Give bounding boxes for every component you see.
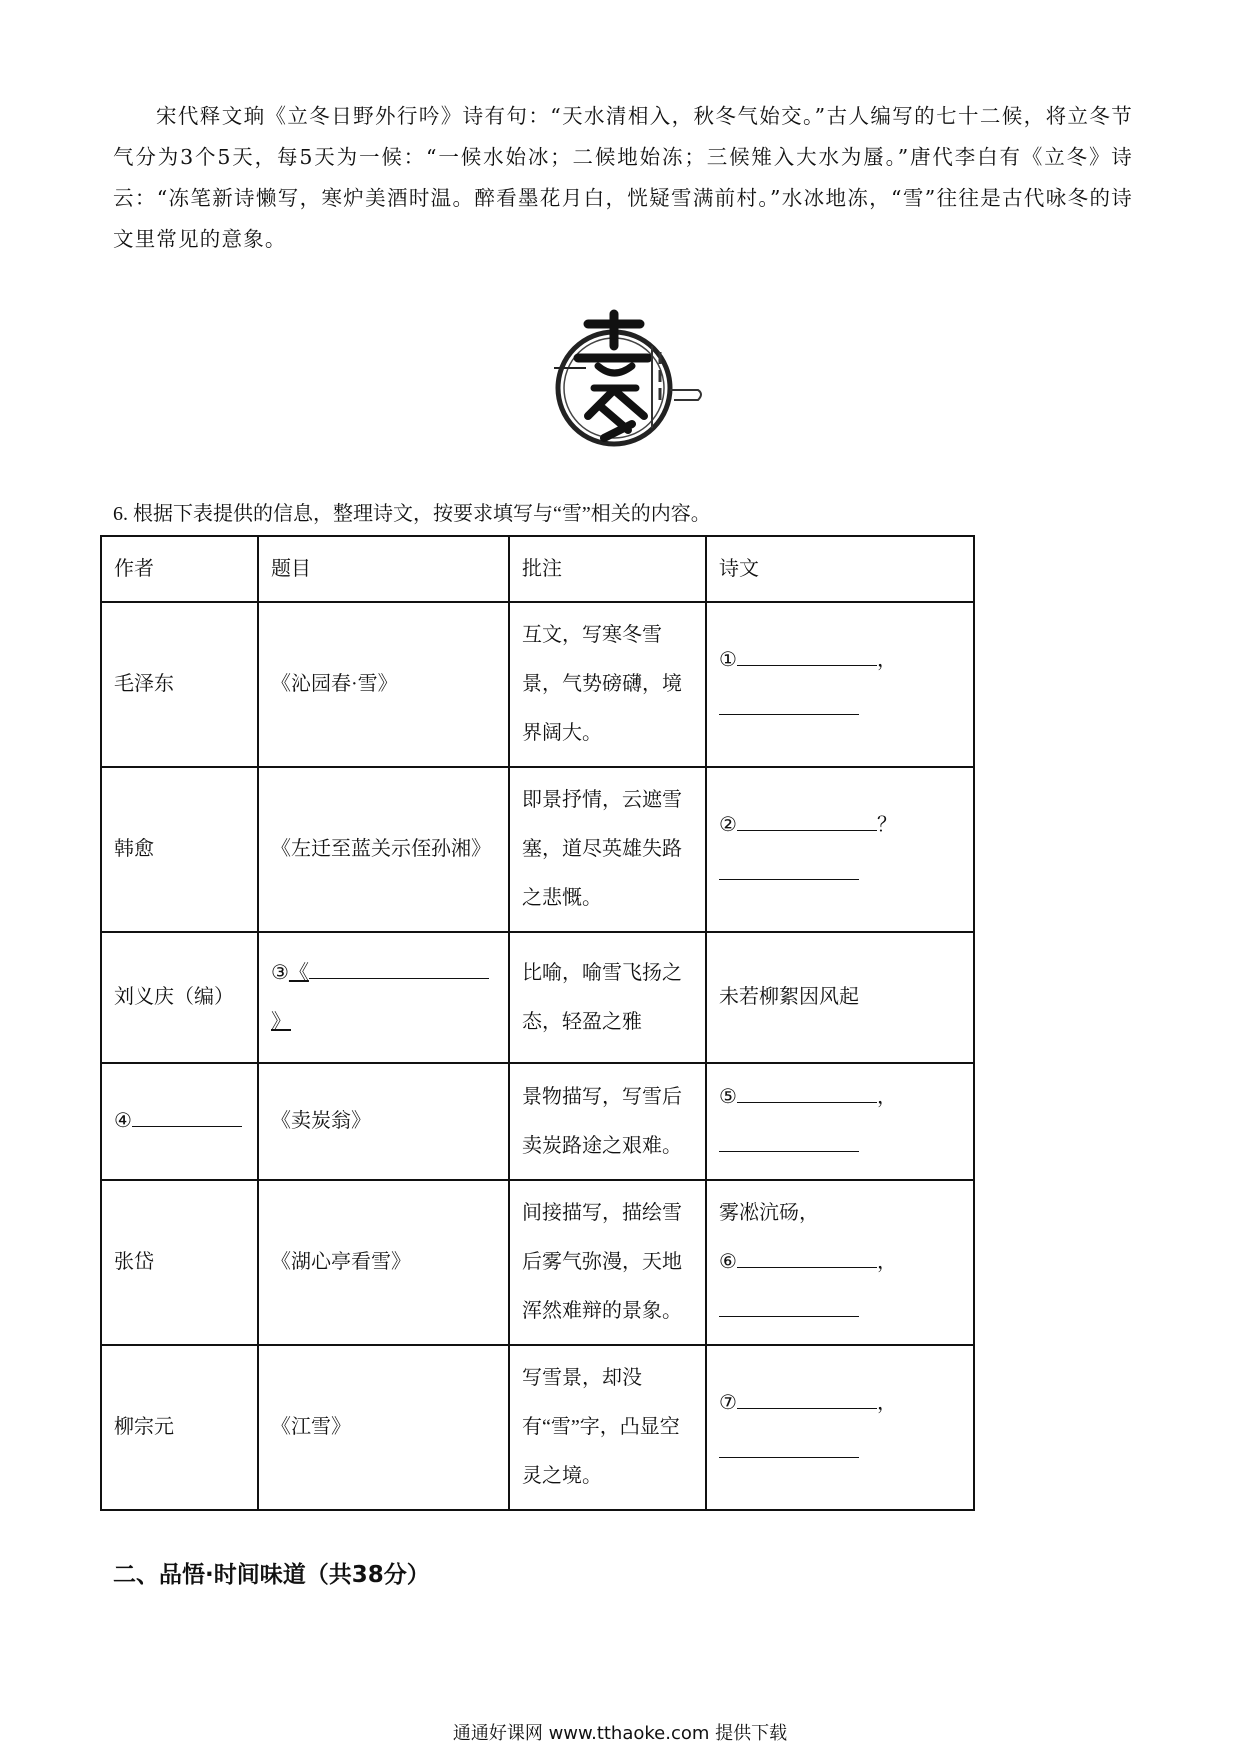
poem-prefix: 雾凇沆砀， xyxy=(719,1202,819,1224)
answer-blank-1b[interactable] xyxy=(719,692,859,715)
title-close-bracket: 》 xyxy=(271,1010,291,1033)
cell-poem xyxy=(706,767,974,932)
punct: ， xyxy=(876,1251,897,1273)
header-poem: 诗文 xyxy=(706,536,974,602)
punct: ， xyxy=(876,1085,897,1108)
answer-blank-3[interactable] xyxy=(309,956,489,979)
blank-marker: ⑤ xyxy=(719,1085,737,1108)
cell-title: 《湖心亭看雪》 xyxy=(258,1180,509,1345)
answer-blank-5a[interactable] xyxy=(737,1080,877,1103)
cell-note: 比喻，喻雪飞扬之态，轻盈之雅 xyxy=(509,932,706,1063)
punct: ？ xyxy=(876,813,897,836)
blank-marker: ① xyxy=(719,648,737,671)
answer-blank-2b[interactable] xyxy=(719,857,859,880)
cell-poem xyxy=(706,1345,974,1510)
poem-table xyxy=(100,535,975,1511)
table-row xyxy=(101,602,974,767)
table-row xyxy=(101,767,974,932)
answer-blank-6b[interactable] xyxy=(719,1294,859,1317)
cell-poem xyxy=(706,1180,974,1345)
cell-note: 即景抒情，云遮雪塞，道尽英雄失路之悲慨。 xyxy=(509,767,706,932)
footer-text: 通通好课网 www.tthaoke.com 提供下载 xyxy=(452,1723,788,1744)
table-row xyxy=(101,1180,974,1345)
table-row xyxy=(101,1345,974,1510)
answer-blank-2a[interactable] xyxy=(737,808,877,831)
title-open-bracket: 《 xyxy=(288,961,309,984)
lidong-calligraphy-seal-icon xyxy=(548,306,708,466)
table-row xyxy=(101,932,974,1063)
cell-note: 景物描写，写雪后卖炭路途之艰难。 xyxy=(509,1063,706,1180)
table-header-row xyxy=(101,536,974,602)
header-title: 题目 xyxy=(258,536,509,602)
blank-marker: ⑦ xyxy=(719,1391,737,1414)
blank-marker: ③ xyxy=(271,961,289,984)
header-note: 批注 xyxy=(509,536,706,602)
cell-title: 《卖炭翁》 xyxy=(258,1063,509,1180)
answer-blank-5b[interactable] xyxy=(719,1129,859,1152)
blank-marker: ④ xyxy=(114,1110,132,1132)
cell-author: 刘义庆（编） xyxy=(101,932,258,1063)
cell-title xyxy=(258,932,509,1063)
answer-blank-4[interactable] xyxy=(132,1104,242,1127)
cell-title: 《沁园春·雪》 xyxy=(258,602,509,767)
cell-author xyxy=(101,1063,258,1180)
blank-marker: ② xyxy=(719,813,737,836)
cell-author: 柳宗元 xyxy=(101,1345,258,1510)
cell-poem xyxy=(706,602,974,767)
blank-marker: ⑥ xyxy=(719,1251,737,1273)
cell-title: 《左迁至蓝关示侄孙湘》 xyxy=(258,767,509,932)
intro-paragraph: 宋代释文珦《立冬日野外行吟》诗有句：“天水清相入，秋冬气始交。”古人编写的七十二候，将立冬节气分为3个5天，每5天为一候：“一候水始冰；二候地始冻；三候雉入大水为蜃。”唐代李白有《立冬》诗云：“冻笔新诗懒写，寒炉美酒时温。醉看墨花月白，恍疑雪满前村。”水冰地冻，“雪”往往是古代咏冬的诗文里常见的意象。 xyxy=(113,104,1133,251)
answer-blank-7a[interactable] xyxy=(737,1386,877,1409)
cell-poem: 未若柳絮因风起 xyxy=(706,932,974,1063)
cell-author: 张岱 xyxy=(101,1180,258,1345)
answer-blank-1a[interactable] xyxy=(737,643,877,666)
punct: ， xyxy=(876,648,897,671)
cell-note: 互文，写寒冬雪景，气势磅礴，境界阔大。 xyxy=(509,602,706,767)
question-6: 6. 根据下表提供的信息，整理诗文，按要求填写与“雪”相关的内容。 xyxy=(113,503,711,525)
header-author: 作者 xyxy=(101,536,258,602)
section-heading: 二、品悟·时间味道（共38分） xyxy=(113,1562,430,1588)
cell-note: 写雪景，却没有“雪”字，凸显空灵之境。 xyxy=(509,1345,706,1510)
punct: ， xyxy=(876,1391,897,1414)
cell-note: 间接描写，描绘雪后雾气弥漫，天地浑然难辩的景象。 xyxy=(509,1180,706,1345)
cell-author: 毛泽东 xyxy=(101,602,258,767)
cell-author: 韩愈 xyxy=(101,767,258,932)
cell-title: 《江雪》 xyxy=(258,1345,509,1510)
answer-blank-6a[interactable] xyxy=(737,1245,877,1268)
answer-blank-7b[interactable] xyxy=(719,1435,859,1458)
table-row xyxy=(101,1063,974,1180)
cell-poem xyxy=(706,1063,974,1180)
